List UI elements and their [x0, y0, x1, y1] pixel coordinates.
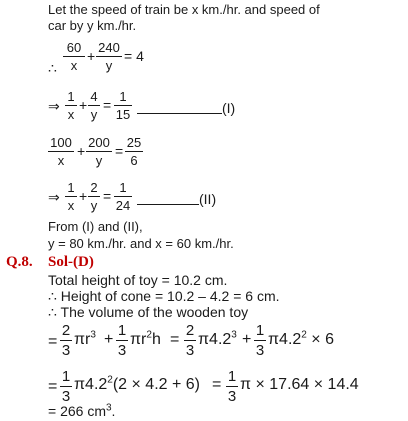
- blank-line: [137, 113, 222, 114]
- final-answer: = 266 $cm^3$.: [48, 402, 116, 419]
- conclusion-line-2: y = 80 km./hr. and x = 60 km./hr.: [48, 236, 234, 251]
- q8-line-1: Total height of toy = 10.2 cm.: [48, 272, 228, 288]
- intro-line-2: car by y km./hr.: [48, 18, 137, 33]
- implies-symbol: ⇒: [48, 98, 60, 114]
- question-number: Q.8.: [6, 254, 33, 270]
- fraction-240-y: 240 y: [96, 40, 122, 73]
- solution-heading: Sol-(D): [48, 254, 94, 270]
- fraction-60-x: 60 x: [63, 40, 85, 73]
- q8-line-2: ∴ Height of cone = 10.2 – 4.2 = 6 cm.: [48, 288, 280, 304]
- blank-line: [137, 204, 199, 205]
- equation-label-I: (I): [222, 100, 236, 116]
- equation-label-II: (II): [199, 191, 217, 207]
- intro-line-1: Let the speed of train be x km./hr. and speed of: [48, 2, 320, 17]
- conclusion-line-1: From (I) and (II),: [48, 219, 143, 234]
- implies-symbol: ⇒: [48, 189, 60, 205]
- therefore-symbol: ∴: [48, 60, 57, 76]
- q8-line-3: ∴ The volume of the wooden toy: [48, 304, 249, 320]
